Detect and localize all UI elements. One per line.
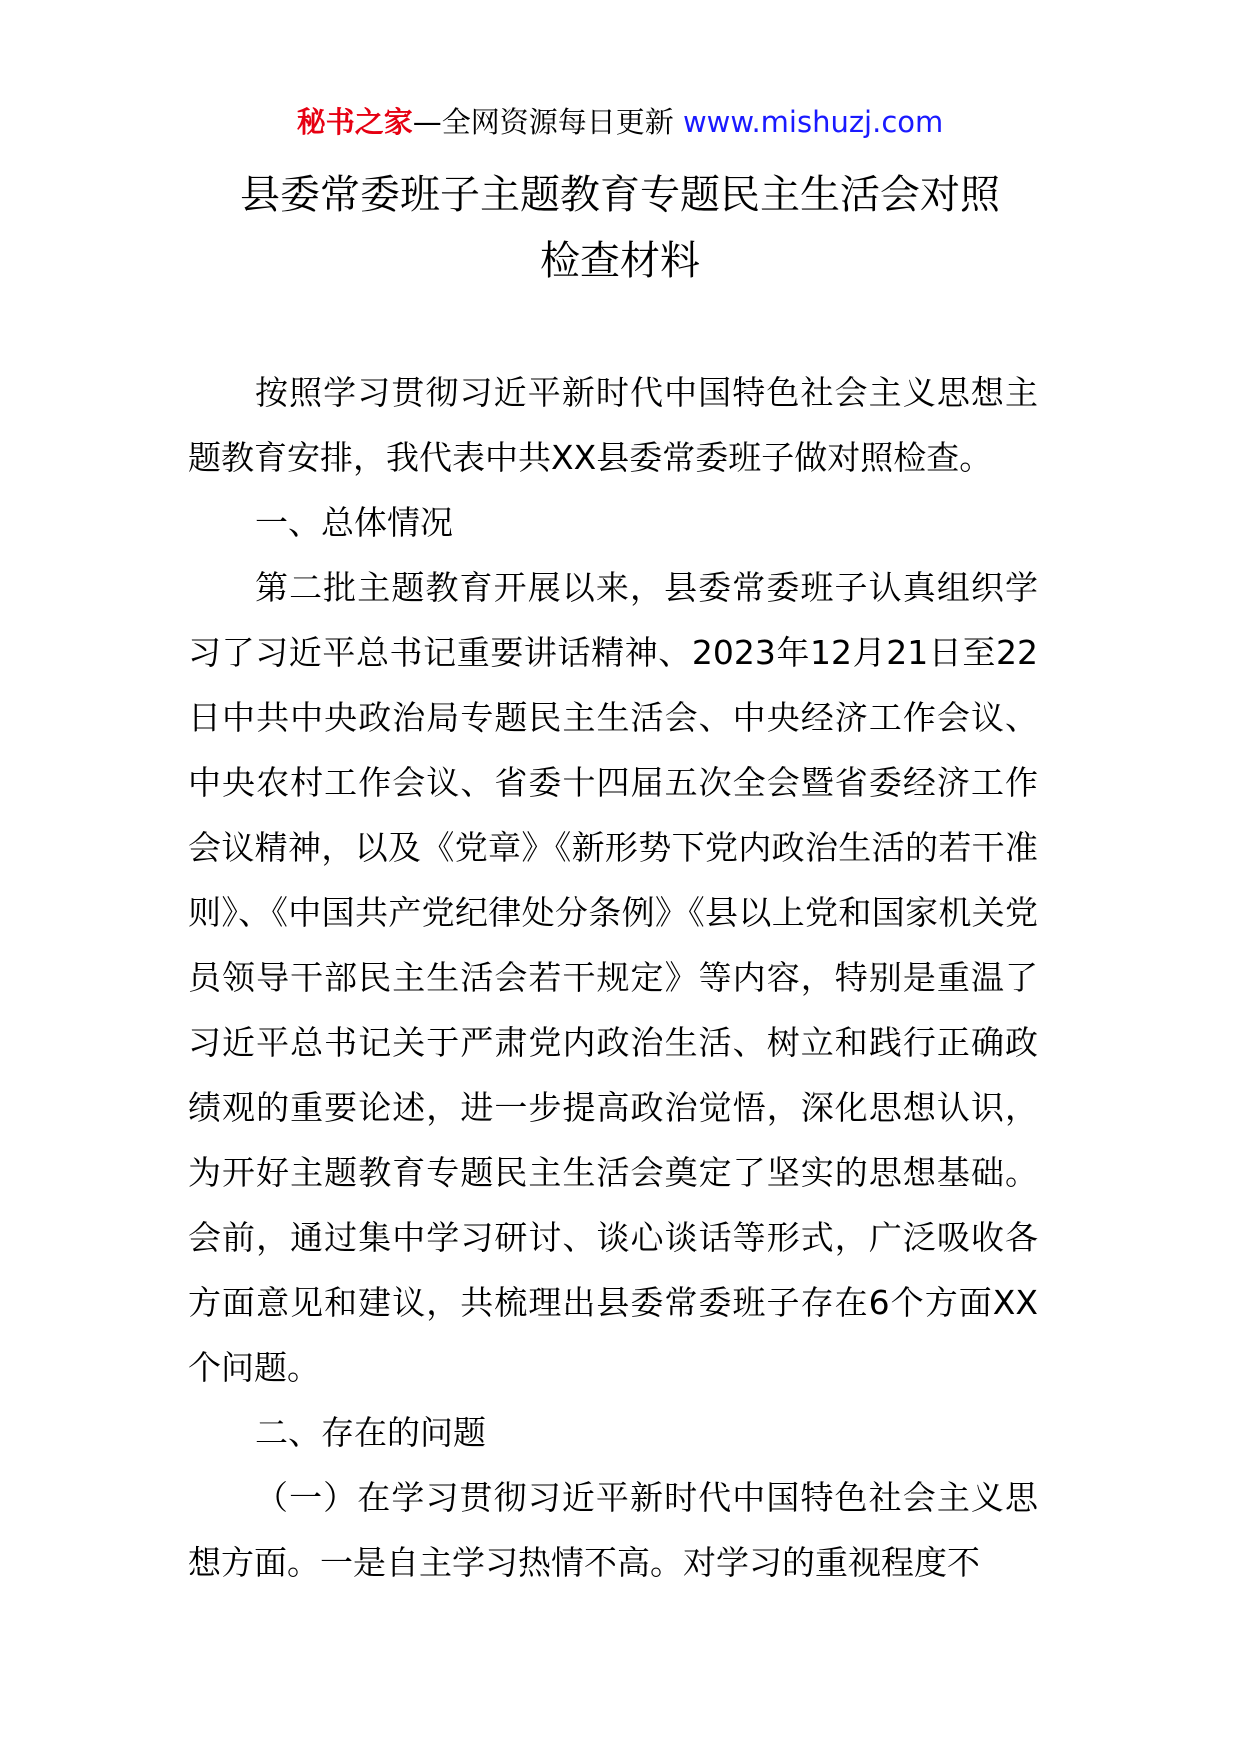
document-body: [188, 360, 1038, 1595]
intro-paragraph: 按照学习贯彻习近平新时代中国特色社会主义思想主题教育安排，我代表中共XX县委常委班子做对照检查。: [188, 373, 1038, 477]
brand-url-link[interactable]: www.mishuzj.com: [682, 105, 944, 139]
document-title: [0, 162, 1240, 294]
problems-paragraph-1: （一）在学习贯彻习近平新时代中国特色社会主义思想方面。一是自主学习热情不高。对学习的重视程度不: [188, 1478, 1038, 1582]
watermark-header: [0, 100, 1240, 144]
title-line-1: 县委常委班子主题教育专题民主生活会对照: [240, 172, 1000, 218]
brand-tagline: —全网资源每日更新: [412, 105, 674, 139]
section-heading-problems: 二、存在的问题: [255, 1413, 486, 1452]
title-line-2: 检查材料: [540, 238, 700, 284]
overview-paragraph: 第二批主题教育开展以来，县委常委班子认真组织学习了习近平总书记重要讲话精神、2023年12月21日至22日中共中央政治局专题民主生活会、中央经济工作会议、中央农村工作会议、省委十四届五次全会暨省委经济工作会议精神，以及《党章》《新形势下党内政治生活的若干准则》、《中国共产党纪律处分条例》《县以上党和国家机关党员领导干部民主生活会若干规定》等内容，特别是重温了习近平总书记关于严肃党内政治生活、树立和践行正确政绩观的重要论述，进一步提高政治觉悟，深化思想认识，为开好主题教育专题民主生活会奠定了坚实的思想基础。会前，通过集中学习研讨、谈心谈话等形式，广泛吸收各方面意见和建议，共梳理出县委常委班子存在6个方面XX个问题。: [188, 568, 1038, 1387]
brand-name: 秘书之家: [296, 105, 413, 139]
section-heading-overview: 一、总体情况: [255, 503, 453, 542]
